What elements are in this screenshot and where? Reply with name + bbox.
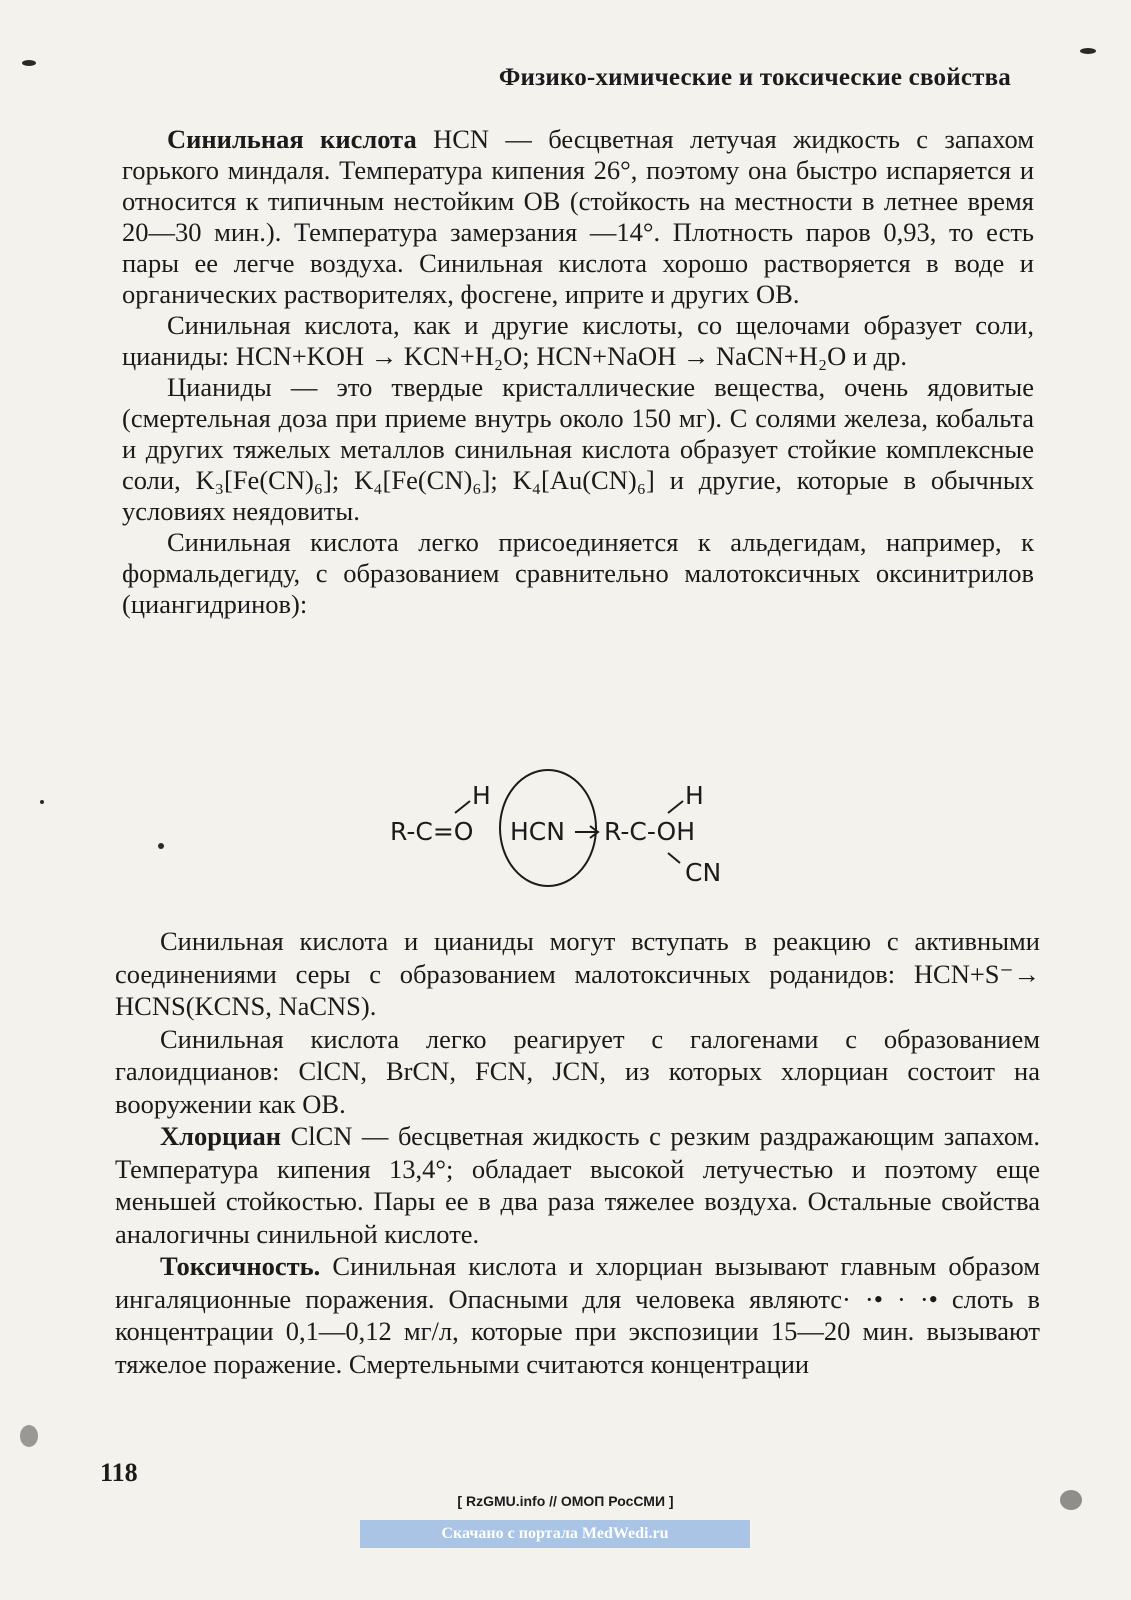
paragraph: Цианиды — это твердые кристаллические вещества, очень ядовитые (смертельная доза при приеме внутрь около 150 мг). С солями железа, кобальта и других тяжелых металлов синильная кислота образует стойкие комплексные соли, K₃[Fe(CN)₆]; K₄[Fe(CN)₆]; K₄[Au(CN)₆] и другие, которые в обычных условиях неядовиты. [122,372,1034,526]
paragraph: Синильная кислота легко присоединяется к альдегидам, например, к формальдегиду, с образованием сравнительно малотоксичных оксинитрилов (циангидринов): [122,527,1034,619]
scan-speck [158,843,164,849]
page-number: 118 [100,1458,138,1487]
paragraph: Синильная кислота и цианиды могут вступать в реакцию с активными соединениями серы с образованием малотоксичных роданидов: HCN+S⁻→ HCNS(KCNS, NaCNS). [115,926,1040,1021]
footer-credit: [ RzGMU.info // ОМОП РосСМИ ] [457,1493,674,1509]
body-text-top [122,124,1034,620]
scan-speck [20,1425,38,1447]
paragraph: Синильная кислота HCN — бесцветная летучая жидкость с запахом горького миндаля. Температура кипения 26°, поэтому она быстро испаряется и относится к типичным нестойким ОВ (стойкость на местности в летнее время 20—30 мин.). Температура замерзания —14°. Плотность паров 0,93, то есть пары ее легче воздуха. Синильная кислота хорошо растворяется в воде и органических растворителях, фосгене, иприте и других ОВ. [122,124,1034,309]
product-cn: CN [685,858,722,887]
reactant-h: H [472,781,491,810]
scan-speck [1080,48,1096,54]
term-toxicity: Токсичность. [160,1251,321,1281]
paragraph: Синильная кислота легко реагирует с галогенами с образованием галоидцианов: ClCN, BrCN, FCN, JCN, из которых хлорциан состоит на вооружении как ОВ. [115,1023,1040,1119]
term-chlorocyanide: Хлорциан [160,1121,282,1151]
paragraph: Хлорциан ClCN — бесцветная жидкость с резким раздражающим запахом. Температура кипения 13,4°; обладает высокой летучестью и поэтому еще меньшей стойкостью. Пары ее в два раза тяжелее воздуха. Остальные свойства аналогичны синильной кислоте. [115,1121,1040,1249]
reactant-aldehyde: R-C=O [390,817,474,846]
scan-speck [40,800,44,804]
scan-speck [1060,1490,1082,1510]
download-banner[interactable]: Скачано с портала MedWedi.ru [360,1520,750,1548]
scan-speck [22,60,36,66]
product-h: H [685,781,704,810]
cyanohydrin-reaction-diagram [380,768,740,898]
running-header: Физико-химические и токсические свойства [498,64,1011,91]
paragraph: Синильная кислота, как и другие кислоты, со щелочами образует соли, цианиды: HCN+KOH → KCN+H₂O; HCN+NaOH → NaCN+H₂O и др. [122,310,1034,371]
paragraph: Токсичность. Синильная кислота и хлорциан вызывают главным образом ингаляционные поражения. Опасными для человека являютс· ·• · ·• слоть в концентрации 0,1—0,12 мг/л, которые при экспозиции 15—20 мин. вызывают тяжелое поражение. Смертельными считаются концентрации [115,1251,1040,1379]
reagent-hcn: HCN [510,817,565,846]
term-hcn: Синильная кислота [167,124,417,154]
body-text-bottom [115,925,1040,1380]
product-cyanohydrin: R-C-OH [604,817,696,846]
